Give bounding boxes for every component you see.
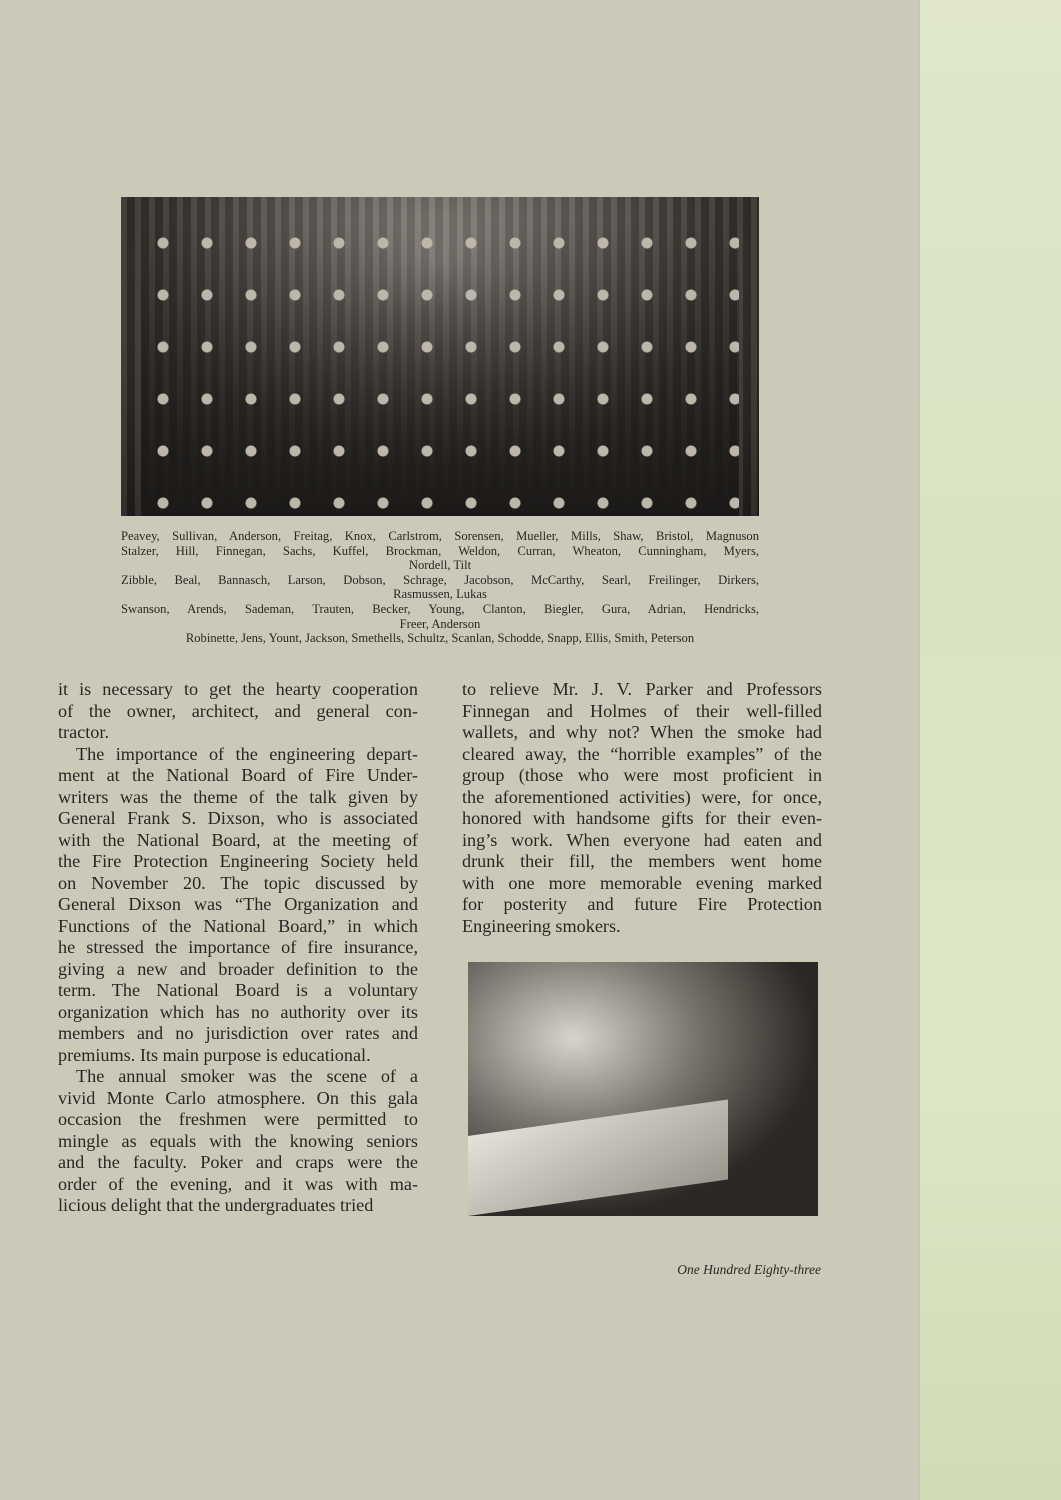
text-line: on November 20. The topic discussed by — [58, 872, 418, 893]
text-line: General Frank S. Dixson, who is associated — [58, 808, 418, 828]
text-line: to relieve Mr. J. V. Parker and Professors — [462, 679, 822, 699]
caption-line: Stalzer, Hill, Finnegan, Sachs, Kuffel, Brockman, Weldon, Curran, Wheaton, Cunningham, Myers, — [121, 543, 759, 558]
text-line: he stressed the importance of fire insurance, — [58, 937, 418, 957]
text-line: vivid Monte Carlo atmosphere. On this gala — [58, 1087, 418, 1108]
caption-line: Rasmussen, Lukas — [393, 587, 487, 602]
paragraph — [58, 744, 418, 1067]
caption-line: Peavey, Sullivan, Anderson, Freitag, Knox, Carlstrom, Sorensen, Mueller, Mills, Shaw, Bristol, Magnuson — [121, 529, 759, 543]
text-line: writers was the theme of the talk given by — [58, 786, 418, 807]
paragraph — [58, 679, 418, 744]
text-line: ment at the National Board of Fire Under- — [58, 765, 418, 785]
text-line: drunk their fill, the members went home — [462, 851, 822, 871]
text-line: of the owner, architect, and general con- — [58, 700, 418, 721]
text-line: cleared away, the “horrible examples” of the — [462, 743, 822, 764]
decorative-green-margin — [918, 0, 1061, 1500]
caption-line: Zibble, Beal, Bannasch, Larson, Dobson, Schrage, Jacobson, McCarthy, Searl, Freilinger, Dirkers, — [121, 572, 759, 587]
left-text-column — [58, 679, 418, 1217]
text-line: Finnegan and Holmes of their well-filled — [462, 700, 822, 721]
text-line: Engineering smokers. — [462, 915, 621, 936]
text-line: members and no jurisdiction over rates and — [58, 1023, 418, 1043]
text-line: General Dixson was “The Organization and — [58, 894, 418, 914]
text-line: term. The National Board is a voluntary — [58, 980, 418, 1000]
smoker-event-photo — [468, 962, 818, 1216]
text-line: The importance of the engineering depart- — [76, 743, 418, 764]
text-line: with the National Board, at the meeting of — [58, 829, 418, 850]
text-line: premiums. Its main purpose is educational. — [58, 1044, 371, 1065]
paragraph — [462, 679, 822, 937]
caption-line: Swanson, Arends, Sademan, Trauten, Becker, Young, Clanton, Biegler, Gura, Adrian, Hendricks, — [121, 601, 759, 616]
text-line: and the faculty. Poker and craps were the — [58, 1152, 418, 1172]
caption-line: Robinette, Jens, Yount, Jackson, Smethells, Schultz, Scanlan, Schodde, Snapp, Ellis, Smith, Peterson — [185, 631, 695, 646]
text-line: the Fire Protection Engineering Society held — [58, 851, 418, 871]
text-line: it is necessary to get the hearty cooperation — [58, 679, 418, 699]
text-line: tractor. — [58, 722, 110, 742]
text-line: Functions of the National Board,” in which — [58, 915, 418, 936]
text-line: organization which has no authority over its — [58, 1001, 418, 1022]
text-line: honored with handsome gifts for their even- — [462, 808, 822, 828]
text-line: giving a new and broader definition to the — [58, 958, 418, 979]
text-line: with one more memorable evening marked — [462, 872, 822, 893]
text-line: The annual smoker was the scene of a — [76, 1066, 418, 1086]
photo-caption — [121, 529, 759, 646]
text-line: group (those who were most proficient in — [462, 765, 822, 785]
caption-line: Freer, Anderson — [399, 616, 481, 631]
text-line: wallets, and why not? When the smoke had — [462, 722, 822, 742]
text-line: mingle as equals with the knowing seniors — [58, 1130, 418, 1151]
page-number: One Hundred Eighty-three — [677, 1262, 821, 1277]
text-line: occasion the freshmen were permitted to — [58, 1109, 418, 1129]
text-line: order of the evening, and it was with ma- — [58, 1173, 418, 1194]
text-line: ing’s work. When everyone had eaten and — [462, 829, 822, 850]
caption-line: Nordell, Tilt — [408, 558, 472, 573]
right-text-column — [462, 679, 822, 937]
text-line: for posterity and future Fire Protection — [462, 894, 822, 914]
paragraph — [58, 1066, 418, 1217]
group-photo — [121, 197, 759, 516]
text-line: the aforementioned activities) were, for once, — [462, 786, 822, 807]
text-line: licious delight that the undergraduates tried — [58, 1195, 374, 1215]
